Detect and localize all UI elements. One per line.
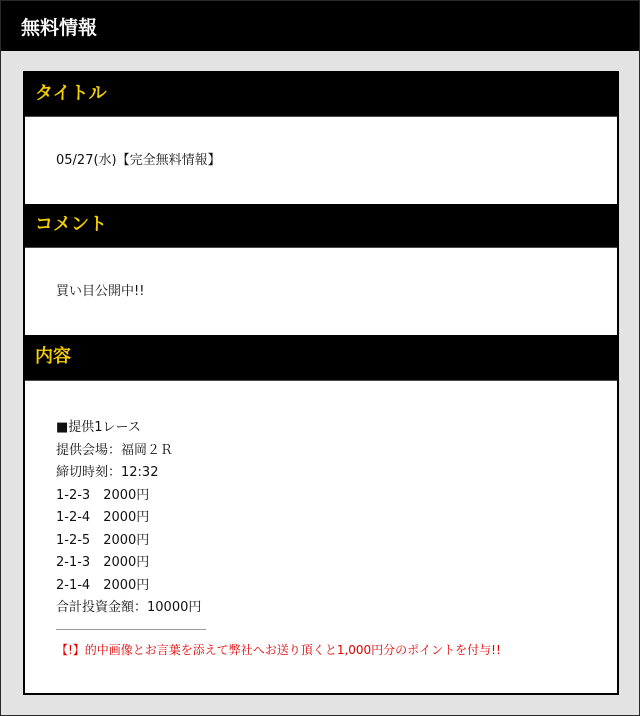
content-section-body xyxy=(25,381,617,693)
race-info-line: 1-2-3 2000円 xyxy=(56,487,150,503)
content-section-header: 内容 xyxy=(25,335,617,381)
comment-section-header: コメント xyxy=(25,204,617,248)
race-info-list xyxy=(56,417,201,620)
info-panel xyxy=(23,71,619,695)
race-info-line: 2-1-4 2000円 xyxy=(56,577,150,593)
title-section-header: タイトル xyxy=(25,73,617,117)
race-info-line: 1-2-4 2000円 xyxy=(56,510,150,525)
race-info-line: 提供会場：福岡２Ｒ xyxy=(56,442,174,458)
race-info-line: ■提供1レース xyxy=(56,420,141,435)
race-info-line: 2-1-3 2000円 xyxy=(56,555,150,570)
comment-section-body: 買い目公開中!! xyxy=(25,248,617,335)
race-info-line: 締切時刻：12:32 xyxy=(56,465,159,480)
divider xyxy=(56,629,206,630)
notice-text: 【!】的中画像とお言葉を添えて弊社へお送り頂くと1,000円分のポイントを付与!! xyxy=(56,643,501,657)
page-title: 無料情報 xyxy=(1,1,639,51)
race-info-line: 1-2-5 2000円 xyxy=(56,532,150,548)
race-info-line: 合計投資金額：10000円 xyxy=(56,600,202,615)
title-section-body: 05/27(水)【完全無料情報】 xyxy=(25,117,617,204)
